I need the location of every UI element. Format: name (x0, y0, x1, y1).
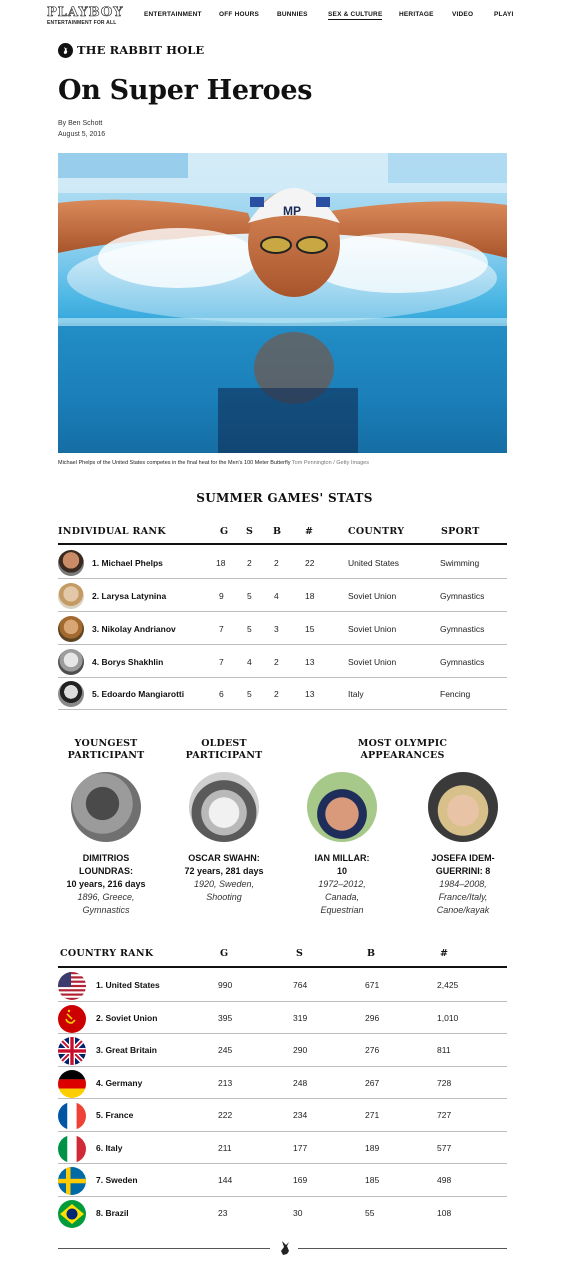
total-count: 2,425 (437, 980, 459, 990)
country-name: 3. Great Britain (96, 1045, 157, 1055)
silver-count: 30 (293, 1208, 303, 1218)
col-sport: SPORT (441, 526, 480, 537)
silver-count: 290 (293, 1045, 308, 1055)
athlete-sport: Gymnastics (440, 657, 485, 667)
top-nav (0, 0, 569, 30)
total-count: 811 (437, 1045, 451, 1055)
silver-count: 248 (293, 1078, 308, 1088)
bronze-count: 2 (274, 657, 279, 667)
athlete-country: Italy (348, 689, 364, 699)
row-divider (58, 644, 507, 645)
table-row (58, 1197, 507, 1230)
flag-brazil-icon (58, 1200, 86, 1228)
table-row (58, 1099, 507, 1132)
athlete-photo (58, 649, 84, 675)
athlete-photo (58, 616, 84, 642)
silver-count: 177 (293, 1143, 308, 1153)
total-count: 577 (437, 1143, 452, 1153)
rabbit-head-icon (58, 43, 73, 58)
col-gold: G (220, 526, 229, 537)
athlete-photo (58, 583, 84, 609)
table-row (58, 547, 507, 579)
athlete-photo (58, 681, 84, 707)
svg-text:MP: MP (283, 204, 301, 218)
section-title: THE RABBIT HOLE (77, 43, 205, 57)
name-line: LOUNDRAS: (79, 866, 133, 876)
bronze-count: 2 (274, 689, 279, 699)
table-row (58, 1067, 507, 1100)
detail-line: Canoe/kayak (436, 905, 490, 915)
footer-divider-right (298, 1248, 507, 1249)
gold-count: 7 (219, 657, 224, 667)
participant-name (166, 852, 282, 878)
oldest-heading (166, 738, 282, 762)
participant-detail (284, 878, 400, 917)
silver-count: 5 (247, 624, 252, 634)
heading-line: APPEARANCES (360, 750, 445, 761)
name-line: OSCAR SWAHN: (188, 853, 260, 863)
most-appearances-heading (330, 738, 475, 762)
participant-detail (403, 878, 523, 917)
bronze-count: 189 (365, 1143, 380, 1153)
silver-count: 169 (293, 1175, 308, 1185)
gold-count: 144 (218, 1175, 233, 1185)
athlete-sport: Swimming (440, 558, 480, 568)
silver-count: 764 (293, 980, 308, 990)
detail-line: 1984–2008, (439, 879, 487, 889)
country-name: 5. France (96, 1110, 134, 1120)
silver-count: 234 (293, 1110, 308, 1120)
detail-line: 1896, Greece, (77, 892, 135, 902)
flag-germany-icon (58, 1070, 86, 1098)
bronze-count: 3 (274, 624, 279, 634)
footer-divider-left (58, 1248, 270, 1249)
nav-item-sex-culture[interactable]: SEX & CULTURE (328, 11, 383, 18)
detail-line: Canada, (324, 892, 360, 902)
country-name: 4. Germany (96, 1078, 143, 1088)
total-count: 18 (305, 591, 315, 601)
total-count: 1,010 (437, 1013, 459, 1023)
country-name: 8. Brazil (96, 1208, 129, 1218)
table-row (58, 1002, 507, 1035)
publish-date: August 5, 2016 (58, 131, 106, 138)
col-gold: G (220, 948, 229, 959)
swimmer-illustration (58, 153, 507, 453)
country-name: 1. United States (96, 980, 160, 990)
total-count: 727 (437, 1110, 452, 1120)
photo-credit: Tom Pennington / Getty Images (291, 460, 369, 466)
table-row (58, 1034, 507, 1067)
athlete-sport: Fencing (440, 689, 471, 699)
bronze-count: 267 (365, 1078, 380, 1088)
detail-line: Equestrian (320, 905, 364, 915)
athlete-photo (58, 550, 84, 576)
table-row (58, 613, 507, 645)
flag-sweden-icon (58, 1167, 86, 1195)
silver-count: 4 (247, 657, 252, 667)
detail-line: Gymnastics (82, 905, 130, 915)
athlete-name: 2. Larysa Latynina (92, 591, 167, 601)
col-country: COUNTRY (348, 526, 405, 537)
athlete-name: 5. Edoardo Mangiarotti (92, 689, 185, 699)
flag-soviet-union-icon (58, 1005, 86, 1033)
detail-line: France/Italy, (438, 892, 488, 902)
article-headline: On Super Heroes (58, 75, 313, 106)
col-silver: S (296, 948, 304, 959)
nav-item-heritage[interactable]: HERITAGE (399, 11, 434, 18)
gold-count: 222 (218, 1110, 233, 1120)
gold-count: 211 (218, 1143, 232, 1153)
participant-photo (189, 772, 259, 842)
col-individual-rank: INDIVIDUAL RANK (58, 526, 166, 537)
total-count: 108 (437, 1208, 452, 1218)
participant-detail (166, 878, 282, 904)
name-line: 10 (336, 866, 347, 876)
heading-line: OLDEST (201, 738, 247, 749)
flag-great-britain-icon (58, 1037, 86, 1065)
gold-count: 18 (216, 558, 226, 568)
athlete-country: Soviet Union (348, 657, 397, 667)
nav-item-bunnies[interactable]: BUNNIES (277, 11, 308, 18)
country-name: 7. Sweden (96, 1175, 138, 1185)
participant-name (284, 852, 400, 878)
total-count: 498 (437, 1175, 452, 1185)
col-total: # (305, 526, 314, 537)
col-country-rank: COUNTRY RANK (60, 948, 154, 959)
gold-count: 9 (219, 591, 224, 601)
logo-wordmark: PLAYBOY (47, 5, 124, 20)
rabbit-head-icon (278, 1240, 292, 1256)
gold-count: 245 (218, 1045, 233, 1055)
table-row (58, 969, 507, 1002)
name-line: IAN MILLAR: (314, 853, 370, 863)
name-line: 72 years, 281 days (184, 866, 264, 876)
detail-line: 1972–2012, (318, 879, 366, 889)
bronze-count: 271 (365, 1110, 380, 1120)
athlete-country: Soviet Union (348, 591, 397, 601)
nav-item-video[interactable]: VIDEO (452, 11, 474, 18)
country-name: 6. Italy (96, 1143, 123, 1153)
athlete-sport: Gymnastics (440, 624, 485, 634)
hero-photo (58, 153, 507, 453)
col-bronze: B (273, 526, 282, 537)
nav-item-off-hours[interactable]: OFF HOURS (219, 11, 260, 18)
photo-caption (58, 460, 369, 466)
table-row (58, 1164, 507, 1197)
bronze-count: 55 (365, 1208, 375, 1218)
col-total: # (440, 948, 449, 959)
participant-detail (48, 891, 164, 917)
gold-count: 395 (218, 1013, 233, 1023)
total-count: 13 (305, 689, 315, 699)
athlete-name: 1. Michael Phelps (92, 558, 163, 568)
athlete-country: United States (348, 558, 400, 568)
flag-france-icon (58, 1102, 86, 1130)
silver-count: 5 (247, 689, 252, 699)
table-row (58, 1132, 507, 1165)
gold-count: 213 (218, 1078, 233, 1088)
nav-item-playmates[interactable]: PLAYI (494, 11, 514, 18)
heading-line: YOUNGEST (74, 738, 138, 749)
row-divider (58, 578, 507, 579)
athlete-name: 4. Borys Shakhlin (92, 657, 164, 667)
silver-count: 319 (293, 1013, 308, 1023)
bronze-count: 296 (365, 1013, 380, 1023)
table-row (58, 646, 507, 678)
bronze-count: 671 (365, 980, 380, 990)
name-line: GUERRINI: 8 (435, 866, 491, 876)
gold-count: 7 (219, 624, 224, 634)
silver-count: 5 (247, 591, 252, 601)
section-label[interactable] (58, 42, 204, 58)
row-divider (58, 709, 507, 710)
gold-count: 990 (218, 980, 233, 990)
flag-usa-icon (58, 972, 86, 1000)
athlete-country: Soviet Union (348, 624, 397, 634)
bronze-count: 2 (274, 558, 279, 568)
playboy-logo[interactable] (47, 6, 123, 26)
name-line: 10 years, 216 days (66, 879, 146, 889)
silver-count: 2 (247, 558, 252, 568)
total-count: 22 (305, 558, 315, 568)
heading-line: MOST OLYMPIC (357, 738, 448, 749)
logo-tagline: ENTERTAINMENT FOR ALL (47, 20, 117, 26)
row-divider (58, 611, 507, 612)
athlete-name: 3. Nikolay Andrianov (92, 624, 176, 634)
gold-count: 23 (218, 1208, 228, 1218)
bronze-count: 276 (365, 1045, 380, 1055)
bronze-count: 185 (365, 1175, 380, 1185)
country-name: 2. Soviet Union (96, 1013, 158, 1023)
bronze-count: 4 (274, 591, 279, 601)
table-row (58, 678, 507, 710)
total-count: 15 (305, 624, 315, 634)
heading-line: PARTICIPANT (185, 750, 263, 761)
detail-line: Shooting (206, 892, 242, 902)
col-silver: S (246, 526, 254, 537)
total-count: 13 (305, 657, 315, 667)
name-line: DIMITRIOS (82, 853, 130, 863)
byline: By Ben Schott (58, 120, 103, 127)
participant-photo (428, 772, 498, 842)
stats-title: SUMMER GAMES' STATS (196, 491, 373, 505)
gold-count: 6 (219, 689, 224, 699)
participant-name (403, 852, 523, 878)
flag-italy-icon (58, 1135, 86, 1163)
table-row (58, 580, 507, 612)
table-header-rule (58, 966, 507, 968)
participant-photo (71, 772, 141, 842)
nav-item-entertainment[interactable]: ENTERTAINMENT (144, 11, 202, 18)
heading-line: PARTICIPANT (67, 750, 145, 761)
table-header-rule (58, 543, 507, 545)
athlete-sport: Gymnastics (440, 591, 485, 601)
name-line: JOSEFA IDEM- (431, 853, 495, 863)
caption-text: Michael Phelps of the United States competes in the final heat for the Men's 100 Meter Butterfly (58, 460, 291, 466)
col-bronze: B (367, 948, 376, 959)
youngest-heading (48, 738, 164, 762)
participant-name (48, 852, 164, 891)
participant-photo (307, 772, 377, 842)
detail-line: 1920, Sweden, (193, 879, 255, 889)
total-count: 728 (437, 1078, 452, 1088)
